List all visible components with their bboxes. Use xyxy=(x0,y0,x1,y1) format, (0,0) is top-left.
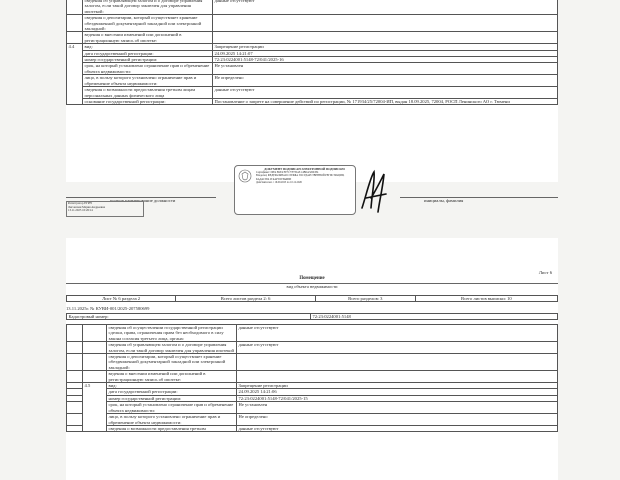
section-number: 4.5 xyxy=(83,383,107,432)
row-value xyxy=(237,354,558,371)
row-value: 24.09.2025 14:21:07 xyxy=(213,50,558,56)
table-row xyxy=(67,32,558,44)
row-value xyxy=(213,15,558,32)
row-label: вид: xyxy=(107,383,237,389)
stamp-validity: Действителен: с 16.09.2025 по 10.12.2026 xyxy=(256,180,302,184)
name-caption: инициалы, фамилия xyxy=(424,198,464,203)
encumbrance-table-2 xyxy=(66,324,558,432)
table-row xyxy=(67,15,558,32)
sheet-info-table xyxy=(66,295,558,302)
row-label: сведения об управляющем залогом и о договоре управления залогом, если такой договор заключен для управления ипотекой: xyxy=(83,0,213,15)
registrar-timestamp: 13.11.2025 10:26:14 xyxy=(68,208,93,213)
stamp-owner: Владелец: ФЕДЕРАЛЬНАЯ СЛУЖБА ГОСУДАРСТВЕННОЙ РЕГИСТРАЦИИ, КАДАСТРА И КАРТОГРАФИИ xyxy=(256,174,345,181)
table-row xyxy=(67,75,558,87)
row-value: данные отсутствуют xyxy=(237,425,558,431)
handwritten-signature xyxy=(358,168,392,216)
cadastral-table xyxy=(66,313,558,320)
sheet-number: Лист № 6 раздела 2 xyxy=(67,296,176,302)
encumbrance-table-1 xyxy=(66,0,558,105)
document-page-1 xyxy=(66,0,558,182)
table-row xyxy=(67,87,558,99)
sections-total: Всего разделов: 3 xyxy=(315,296,415,302)
row-label: номер государственной регистрации: xyxy=(107,395,237,401)
cadastral-label: Кадастровый номер: xyxy=(67,314,311,320)
document-page-2 xyxy=(66,238,558,480)
row-value xyxy=(213,32,558,44)
table-row xyxy=(67,414,558,426)
row-value: Запрещение регистрации xyxy=(213,44,558,50)
position-caption: полное наименование должности xyxy=(110,198,176,203)
table-row xyxy=(67,402,558,414)
row-label: сведения о депозитарии, который осуществляет хранение обездвиженной документарной закладной или электронной закладной: xyxy=(107,354,237,371)
row-value: Не определено xyxy=(213,75,558,87)
table-row xyxy=(67,342,558,354)
row-value: данные отсутствуют xyxy=(213,87,558,99)
row-value: Не установлен xyxy=(213,63,558,75)
row-label: лицо, в пользу которого установлено ограничение прав и обременение объекта недвижимости: xyxy=(107,414,237,426)
table-row xyxy=(67,371,558,383)
electronic-signature-stamp xyxy=(234,165,356,215)
object-subheading: вид объекта недвижимости xyxy=(286,284,338,289)
table-row xyxy=(67,98,558,104)
table-row xyxy=(67,425,558,431)
row-label: сведения о возможности предоставления третьим лицам персональных данных физического лица xyxy=(83,87,213,99)
sheets-in-section: Всего листов раздела 2: 6 xyxy=(176,296,316,302)
row-label: сведения об управляющем залогом и о договоре управления залогом, если такой договор заключен для управления ипотекой xyxy=(107,342,237,354)
cadastral-number: 72:23:0224001:5148 xyxy=(311,314,558,320)
row-label: дата государственной регистрации: xyxy=(83,50,213,56)
row-label: сведения о возможности предоставления третьим xyxy=(107,425,237,431)
row-label: основание государственной регистрации: xyxy=(83,98,213,104)
row-label: вид: xyxy=(83,44,213,50)
registrar-title: Регистратор ЕГРН xyxy=(68,201,92,205)
row-value: Запрещение регистрации xyxy=(237,383,558,389)
table-row xyxy=(67,63,558,75)
row-label: сведения о депозитарии, который осуществляет хранение обездвиженной документарной закладной или электронной закладной: xyxy=(83,15,213,32)
table-row xyxy=(67,314,558,320)
stamp-certificate: Сертификат: 00FA ЕКЕ4 ЕЕ7C77E7DA8 14BDA32DCB4 xyxy=(256,171,319,175)
row-label: номер государственной регистрации: xyxy=(83,57,213,63)
section-number: 4.4 xyxy=(67,44,83,105)
row-value: 24.09.2025 14:21:06 xyxy=(237,389,558,395)
row-label: срок, на который установлено ограничение прав и обременение объекта недвижимости: xyxy=(83,63,213,75)
registrar-box xyxy=(66,201,144,217)
row-label: лицо, в пользу которого установлено ограничение прав и обременение объекта недвижимости: xyxy=(83,75,213,87)
row-value: Не определено xyxy=(237,414,558,426)
sheet-label: Лист 6 xyxy=(538,270,552,275)
row-value: данные отсутствуют xyxy=(237,325,558,342)
document-reference: 13.11.2025г. № КУВИ-001/2025-207580699 xyxy=(66,306,150,311)
table-row xyxy=(67,354,558,371)
table-row xyxy=(67,0,558,15)
row-value: 72:23:0224001:5148-72/041/2025-15 xyxy=(237,395,558,401)
emblem-icon xyxy=(237,168,253,184)
row-value xyxy=(237,371,558,383)
stamp-title: ДОКУМЕНТ ПОДПИСАН ЭЛЕКТРОННОЙ ПОДПИСЬЮ xyxy=(264,167,345,171)
row-value: 72:23:0224001:5148-72/041/2025-16 xyxy=(213,57,558,63)
row-label: дата государственной регистрации: xyxy=(107,389,237,395)
row-value: данные отсутствуют xyxy=(213,0,558,15)
table-row xyxy=(67,296,558,302)
table-row xyxy=(67,325,558,342)
row-value: Постановление о запрете на совершение действий по регистрации, № 171934/25/72004-ИП, выдан 18.09.2025, 72004, РОСП Ленинского АО г. Тюмени xyxy=(213,98,558,104)
row-label: ведения о внесении изменений или дополнений в регистрационную запись об ипотеке: xyxy=(107,371,237,383)
row-label: ведения о внесении изменений или дополнений в регистрационную запись об ипотеке: xyxy=(83,32,213,44)
object-heading: Помещение xyxy=(299,276,325,281)
row-value: Не установлен xyxy=(237,402,558,414)
row-label: сведения об осуществлении государственной регистрации сделки, права, ограничения права без необходимого в силу закона согласия третьего лица, органа: xyxy=(107,325,237,342)
sheets-total: Всего листов выписки: 10 xyxy=(415,296,557,302)
row-value: данные отсутствуют xyxy=(237,342,558,354)
registrar-name: Лисовская Мария Андреевна xyxy=(68,204,106,209)
row-label: срок, на который установлено ограничение прав и обременение объекта недвижимости: xyxy=(107,402,237,414)
